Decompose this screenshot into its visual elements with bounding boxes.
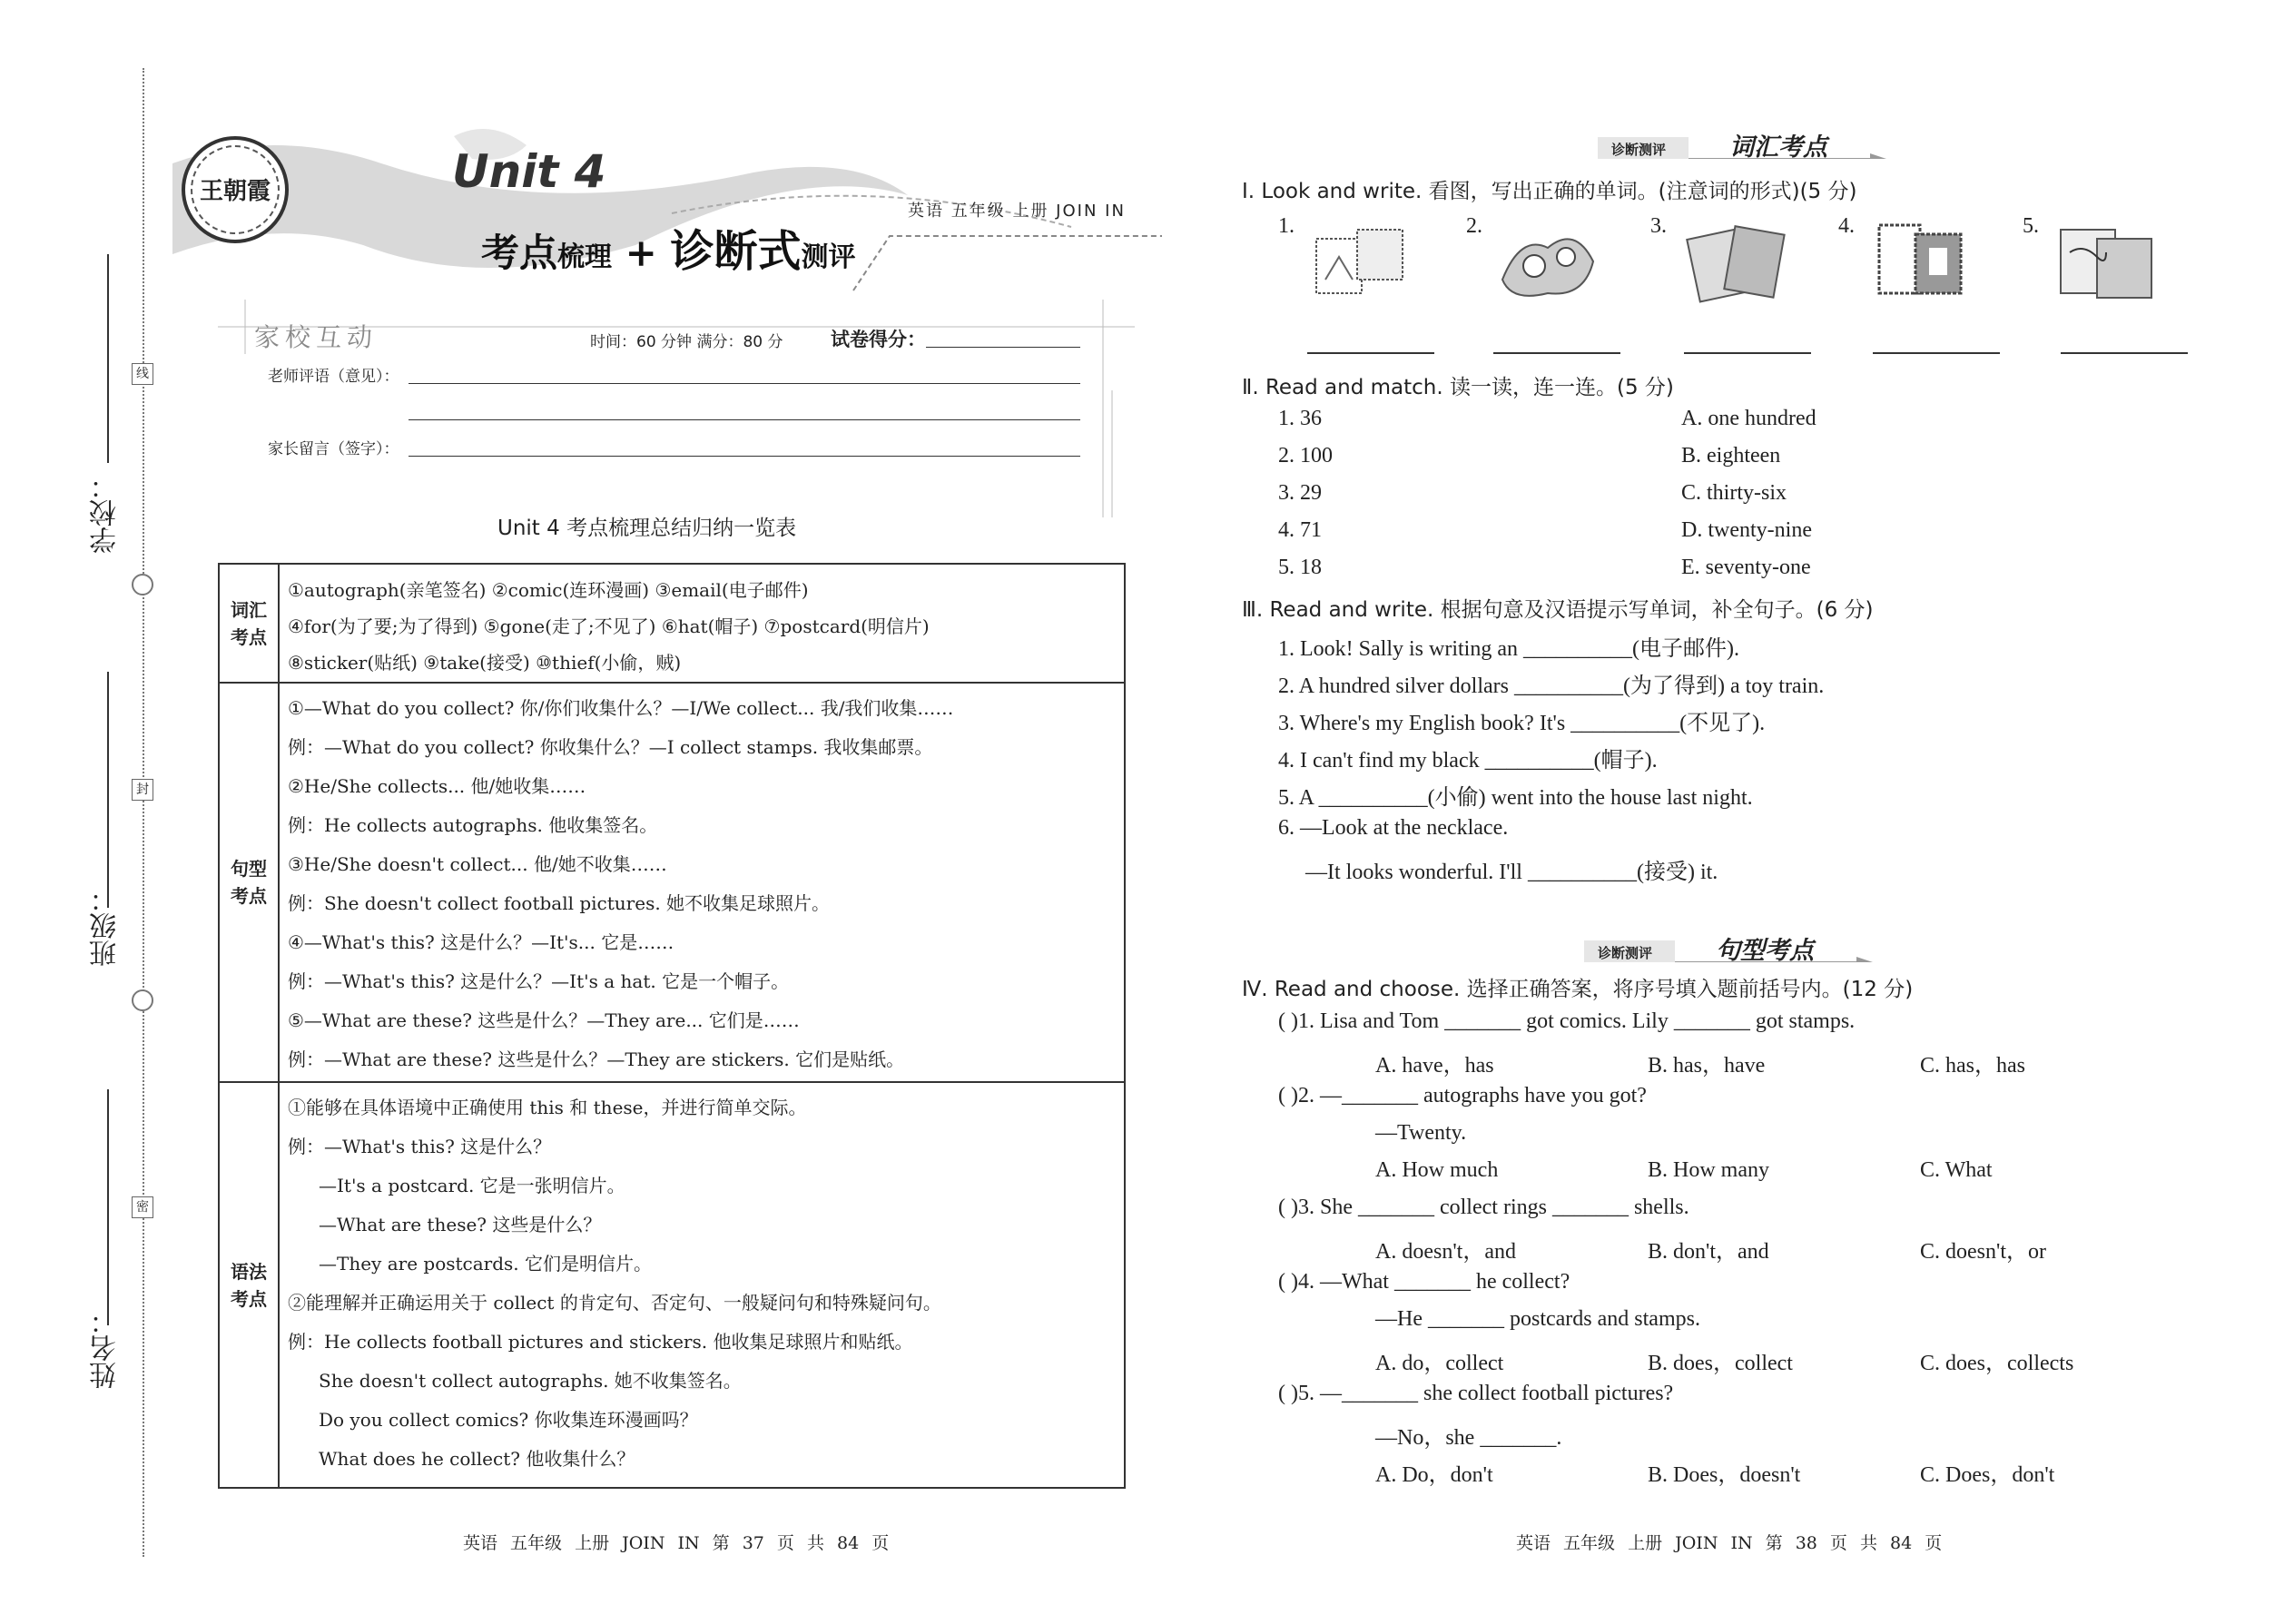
- binding-hole-1: [132, 574, 153, 595]
- sentence-line: 例：He collects autographs. 他收集签名。: [288, 814, 658, 836]
- q4-option: B. Does，doesn't: [1648, 1463, 1801, 1487]
- q1-number: 5.: [2023, 214, 2039, 238]
- grammar-cell: [279, 1082, 1125, 1488]
- parent-comment-label: 家长留言（签字）：: [268, 440, 399, 458]
- sentence-line: ③He/She doesn't collect... 他/她不收集……: [288, 853, 667, 875]
- teacher-comment-label: 老师评语（意见）：: [268, 368, 399, 386]
- q2-left-item: 5. 18: [1278, 556, 1322, 579]
- q4-option: C. doesn't，or: [1920, 1240, 2046, 1264]
- vocab-cat-2: 考点: [231, 625, 267, 648]
- grammar-line: What does he collect? 他收集什么？: [319, 1448, 635, 1470]
- q2-left-item: 3. 29: [1278, 481, 1322, 505]
- sentence-line: 例：—What are these? 这些是什么？—They are stickers. 它们是贴纸。: [288, 1048, 905, 1070]
- grammar-line: ①能够在具体语境中正确使用 this 和 these，并进行简单交际。: [288, 1097, 807, 1118]
- grammar-cat-2: 考点: [231, 1287, 267, 1310]
- score-field[interactable]: [926, 347, 1080, 348]
- grammar-line: Do you collect comics? 你收集连环漫画吗？: [319, 1409, 698, 1431]
- grammar-line: —What are these? 这些是什么？: [319, 1214, 602, 1235]
- q3-line: 5. A __________(小偷) went into the house last night.: [1278, 786, 1753, 810]
- seal-box-3: 密: [132, 1196, 153, 1218]
- grammar-cat-1: 语法: [231, 1260, 267, 1283]
- q4-stem: ( )5. —_______ she collect football pictures?: [1278, 1382, 1674, 1405]
- q3-line: 2. A hundred silver dollars __________(为了得到) a toy train.: [1278, 674, 1825, 698]
- binding-hole-2: [132, 989, 153, 1011]
- page-subtitle: [481, 216, 855, 279]
- q1-answer-field[interactable]: [1307, 352, 1434, 354]
- sentence-line: ④—What's this? 这是什么？—It's... 它是……: [288, 931, 674, 953]
- unit-title: Unit 4: [452, 145, 606, 198]
- q4-option: C. What: [1920, 1158, 1993, 1182]
- vocab-section-title: 词汇考点: [1729, 133, 1827, 162]
- summary-table: [218, 563, 1126, 1489]
- subtitle-kaodian: 考点: [481, 231, 558, 275]
- binding-dotted-line: [143, 68, 144, 1557]
- name-fill-line: [107, 1089, 109, 1325]
- q3-line: 3. Where's my English book? It's __________(不见了).: [1278, 712, 1766, 735]
- q4-option: A. doesn't，and: [1375, 1240, 1516, 1264]
- q2-right-item: C. thirty-six: [1681, 481, 1787, 505]
- q2-left-item: 4. 71: [1278, 518, 1322, 542]
- seal-box-2: 封: [132, 779, 153, 801]
- vocab-cell: [279, 564, 1125, 683]
- stickers-picture: [1493, 216, 1602, 307]
- postcards-picture: [1866, 216, 1974, 307]
- home-school-label: 家校互动: [254, 322, 379, 352]
- vocab-line: ④for(为了要;为了得到) ⑤gone(走了;不见了) ⑥hat(帽子) ⑦postcard(明信片): [288, 615, 930, 637]
- q2-left-item: 1. 36: [1278, 407, 1322, 430]
- class-label: 班级：: [90, 885, 122, 967]
- q4-extra: —He _______ postcards and stamps.: [1375, 1307, 1700, 1331]
- q1-number: 4.: [1838, 214, 1855, 238]
- subtitle-ceping: 测评: [801, 241, 856, 273]
- q1-answer-field[interactable]: [2061, 352, 2188, 354]
- vocab-line: ①autograph(亲笔签名) ②comic(连环漫画) ③email(电子邮件): [288, 579, 809, 601]
- q1-answer-field[interactable]: [1684, 352, 1811, 354]
- q4-option: A. Do，don't: [1375, 1463, 1493, 1487]
- grammar-line: —It's a postcard. 它是一张明信片。: [319, 1175, 625, 1196]
- q3-line: 1. Look! Sally is writing an __________(电子邮件).: [1278, 637, 1739, 661]
- sentence-line: 例：—What do you collect? 你收集什么？—I collect stamps. 我收集邮票。: [288, 736, 933, 758]
- q2-right-item: A. one hundred: [1681, 407, 1816, 430]
- q1-answer-field[interactable]: [1493, 352, 1620, 354]
- sentence-line: 例：She doesn't collect football pictures. 她不收集足球照片。: [288, 892, 831, 914]
- school-fill-line: [107, 254, 109, 463]
- subtitle-plus: +: [625, 231, 657, 275]
- q1-answer-field[interactable]: [1873, 352, 2000, 354]
- grammar-line: 例：—What's this? 这是什么？: [288, 1136, 552, 1157]
- vocab-cat-1: 词汇: [231, 598, 267, 621]
- q4-option: A. do，collect: [1375, 1352, 1504, 1375]
- footer-right: 英语 五年级 上册 JOIN IN 第 38 页 共 84 页: [1516, 1533, 1943, 1553]
- book-tag-line: 英语 五年级 上册 JOIN IN: [908, 202, 1126, 221]
- seal-box-1: 线: [132, 363, 153, 385]
- sentence-cat-1: 句型: [231, 858, 267, 880]
- subtitle-shuli: 梳理: [557, 241, 613, 273]
- footer-left: 英语 五年级 上册 JOIN IN 第 37 页 共 84 页: [463, 1533, 890, 1553]
- name-label: 姓名：: [90, 1307, 122, 1389]
- sentence-category: [219, 683, 279, 1082]
- q4-stem: ( )4. —What _______ he collect?: [1278, 1270, 1570, 1294]
- q4-option: B. does，collect: [1648, 1352, 1793, 1375]
- sentence-section-title: 句型考点: [1716, 937, 1814, 965]
- q1-number: 1.: [1278, 214, 1295, 238]
- q1-number: 2.: [1466, 214, 1482, 238]
- time-info: 时间：60 分钟 满分：80 分: [590, 333, 783, 351]
- school-label: 学校：: [90, 472, 122, 554]
- grammar-category: [219, 1082, 279, 1488]
- q2-left-item: 2. 100: [1278, 444, 1333, 468]
- subtitle-zhenduan: 诊断式: [670, 226, 802, 277]
- class-fill-line: [107, 672, 109, 908]
- brand-logo: [182, 136, 289, 243]
- q2-right-item: E. seventy-one: [1681, 556, 1811, 579]
- q4-option: C. does，collects: [1920, 1352, 2074, 1375]
- q4-option: C. has，has: [1920, 1054, 2025, 1078]
- comics-picture: [1679, 216, 1788, 307]
- q4-option: A. have，has: [1375, 1054, 1494, 1078]
- score-label: 试卷得分：: [831, 329, 926, 350]
- q1-number: 3.: [1650, 214, 1667, 238]
- sentence-section-small: 诊断测评: [1598, 945, 1653, 961]
- q2-heading: Ⅱ. Read and match. 读一读，连一连。(5 分): [1242, 376, 1674, 399]
- sentence-line: ①—What do you collect? 你/你们收集什么？—I/We collect... 我/我们收集……: [288, 697, 954, 719]
- q3-line: —It looks wonderful. I'll __________(接受) it.: [1305, 861, 1718, 884]
- grammar-line: —They are postcards. 它们是明信片。: [319, 1253, 653, 1275]
- q1-heading: Ⅰ. Look and write. 看图，写出正确的单词。(注意词的形式)(5 分): [1242, 180, 1857, 203]
- q4-extra: —No，she _______.: [1375, 1426, 1562, 1450]
- parent-comment-field[interactable]: [409, 456, 1080, 457]
- q3-line: 4. I can't find my black __________(帽子).: [1278, 749, 1658, 773]
- vocab-category: [219, 564, 279, 683]
- stamps-picture: [1307, 216, 1416, 307]
- q3-line: 6. —Look at the necklace.: [1278, 816, 1509, 840]
- logo-text: 王朝霞: [199, 178, 271, 205]
- teacher-comment-field-2[interactable]: [409, 419, 1080, 420]
- q4-option: C. Does，don't: [1920, 1463, 2055, 1487]
- q4-heading: Ⅳ. Read and choose. 选择正确答案，将序号填入题前括号内。(12 分): [1242, 978, 1914, 1001]
- sentence-cat-2: 考点: [231, 885, 267, 907]
- q3-heading: Ⅲ. Read and write. 根据句意及汉语提示写单词，补全句子。(6 分): [1242, 598, 1874, 622]
- grammar-line: ②能理解并正确运用关于 collect 的肯定句、否定句、一般疑问句和特殊疑问句。: [288, 1292, 941, 1314]
- autographs-picture: [2052, 216, 2161, 307]
- teacher-comment-field[interactable]: [409, 383, 1080, 384]
- q4-option: B. How many: [1648, 1158, 1769, 1182]
- vocab-section-small: 诊断测评: [1611, 142, 1667, 158]
- q4-extra: —Twenty.: [1375, 1121, 1467, 1145]
- vocab-line: ⑧sticker(贴纸) ⑨take(接受) ⑩thief(小偷，贼): [288, 652, 682, 674]
- q2-right-item: B. eighteen: [1681, 444, 1781, 468]
- q4-option: B. don't，and: [1648, 1240, 1769, 1264]
- sentence-line: 例：—What's this? 这是什么？—It's a hat. 它是一个帽子。: [288, 970, 790, 992]
- summary-table-title: Unit 4 考点梳理总结归纳一览表: [497, 517, 797, 540]
- q4-stem: ( )3. She _______ collect rings _______ shells.: [1278, 1196, 1689, 1219]
- q4-option: A. How much: [1375, 1158, 1499, 1182]
- grammar-line: 例：He collects football pictures and stickers. 他收集足球照片和贴纸。: [288, 1331, 913, 1353]
- q4-stem: ( )2. —_______ autographs have you got?: [1278, 1084, 1647, 1107]
- q2-right-item: D. twenty-nine: [1681, 518, 1812, 542]
- sentence-cell: [279, 683, 1125, 1082]
- q4-stem: ( )1. Lisa and Tom _______ got comics. Lily _______ got stamps.: [1278, 1009, 1856, 1033]
- sentence-line: ⑤—What are these? 这些是什么？—They are... 它们是……: [288, 1009, 800, 1031]
- q4-option: B. has，have: [1648, 1054, 1766, 1078]
- sentence-line: ②He/She collects... 他/她收集……: [288, 775, 586, 797]
- grammar-line: She doesn't collect autographs. 她不收集签名。: [319, 1370, 742, 1392]
